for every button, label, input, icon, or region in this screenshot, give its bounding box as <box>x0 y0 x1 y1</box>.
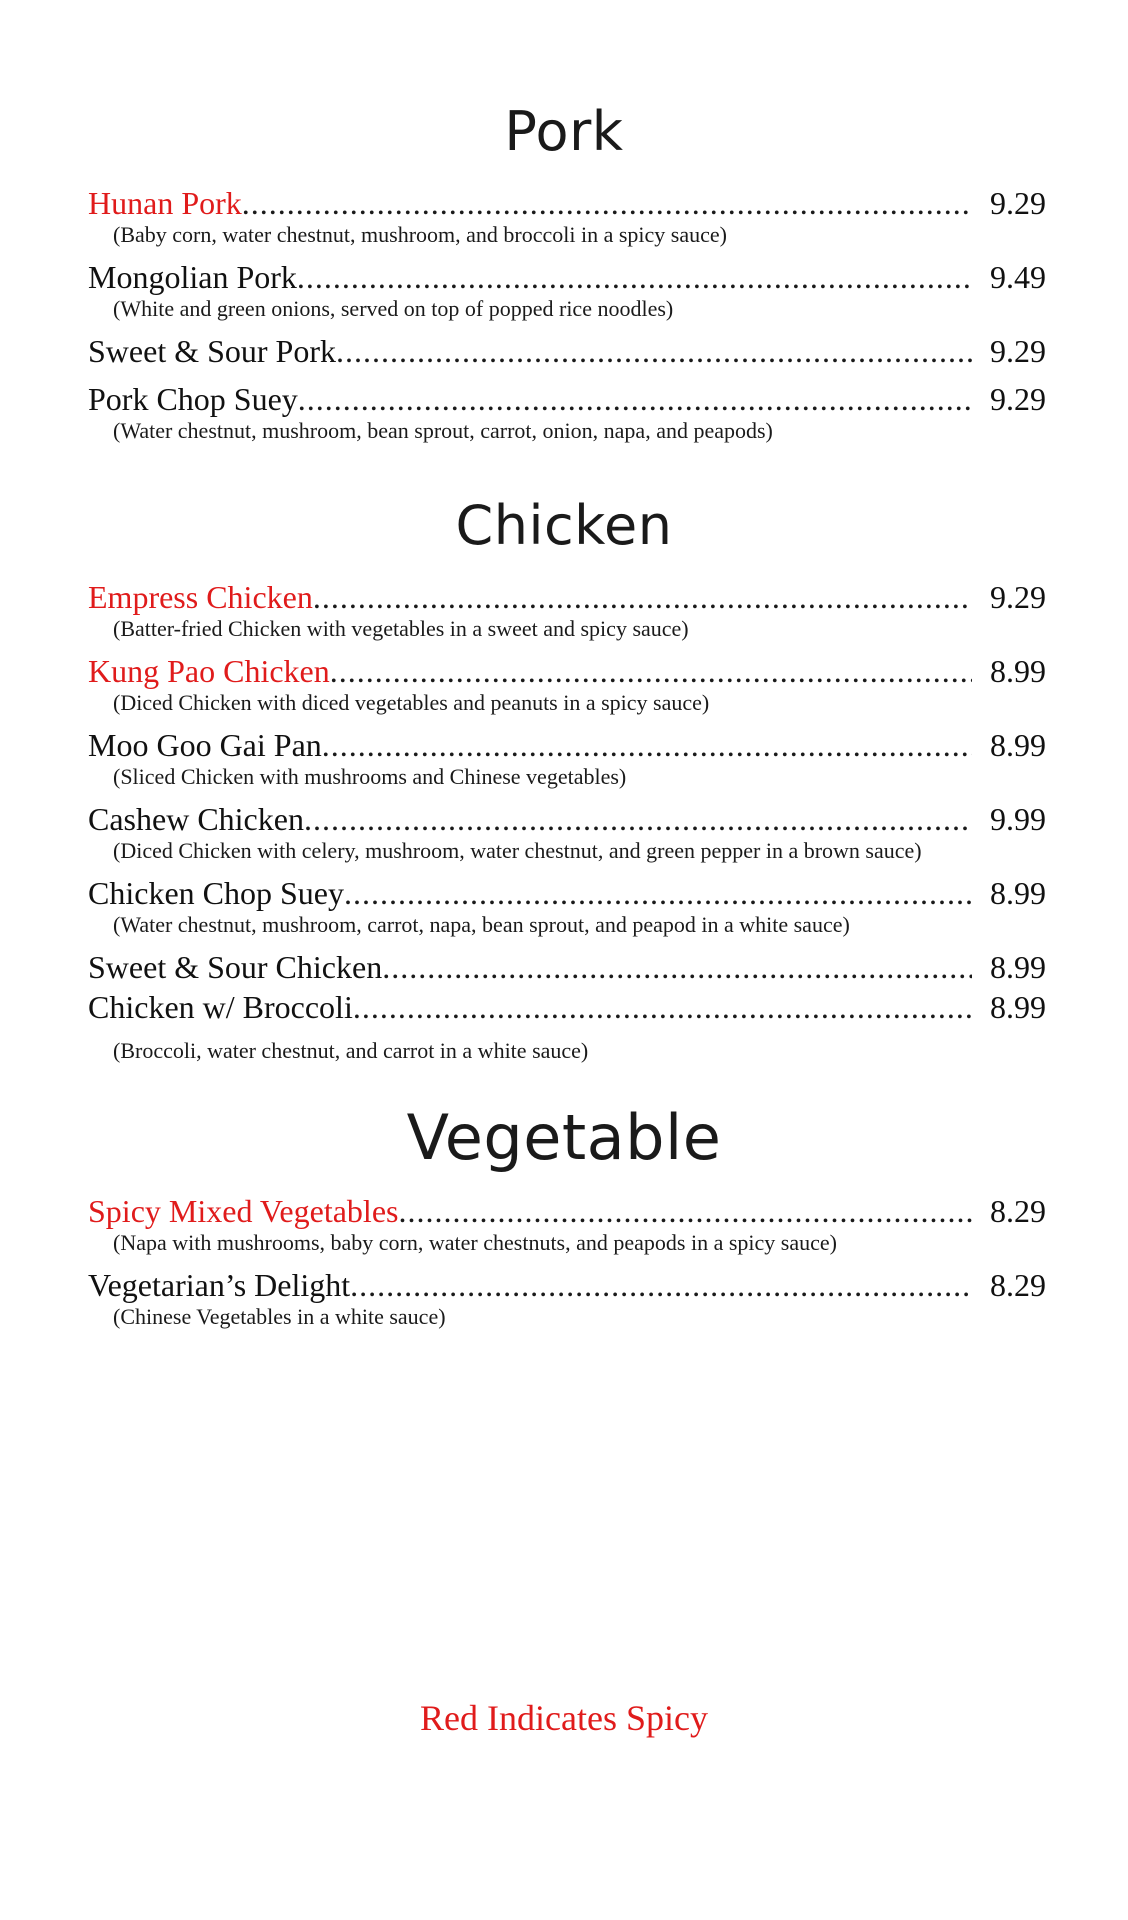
section-chicken <box>0 494 1128 1065</box>
item-description: (Water chestnut, mushroom, carrot, napa, bean sprout, and peapod in a white sauce) <box>113 912 850 937</box>
menu-item <box>0 1267 1128 1331</box>
dot-leader <box>297 259 972 295</box>
item-price: 9.29 <box>990 333 1046 369</box>
dot-leader <box>313 579 972 615</box>
item-name: Spicy Mixed Vegetables <box>88 1193 399 1229</box>
menu-item <box>0 381 1128 445</box>
item-description: (Napa with mushrooms, baby corn, water chestnuts, and peapods in a spicy sauce) <box>113 1230 837 1255</box>
section-title: Pork <box>504 100 624 163</box>
menu-item <box>0 949 1128 985</box>
dot-leader <box>298 381 972 417</box>
item-price: 9.99 <box>990 801 1046 837</box>
item-price: 8.99 <box>990 727 1046 763</box>
menu-item <box>0 185 1128 249</box>
item-price: 8.29 <box>990 1267 1046 1303</box>
item-description: (Water chestnut, mushroom, bean sprout, carrot, onion, napa, and peapods) <box>113 418 773 443</box>
dot-leader <box>304 801 972 837</box>
item-description: (Chinese Vegetables in a white sauce) <box>113 1304 446 1329</box>
item-price: 9.29 <box>990 381 1046 417</box>
item-name: Kung Pao Chicken <box>88 653 330 689</box>
dot-leader <box>353 989 972 1025</box>
item-name: Vegetarian’s Delight <box>88 1267 351 1303</box>
section-pork <box>0 100 1128 445</box>
item-price: 8.99 <box>990 653 1046 689</box>
item-name: Empress Chicken <box>88 579 313 615</box>
menu-item <box>0 333 1128 369</box>
item-description: (Batter-fried Chicken with vegetables in a sweet and spicy sauce) <box>113 616 689 641</box>
item-description: (Sliced Chicken with mushrooms and Chinese vegetables) <box>113 764 627 789</box>
item-price: 9.29 <box>990 185 1046 221</box>
item-name: Moo Goo Gai Pan <box>88 727 322 763</box>
section-title: Chicken <box>455 494 673 557</box>
menu-item <box>0 801 1128 865</box>
menu-item <box>0 259 1128 323</box>
dot-leader <box>336 333 972 369</box>
item-name: Mongolian Pork <box>88 259 297 295</box>
dot-leader <box>330 653 972 689</box>
item-description: (Broccoli, water chestnut, and carrot in a white sauce) <box>113 1038 589 1063</box>
item-price: 8.29 <box>990 1193 1046 1229</box>
item-name: Sweet & Sour Chicken <box>88 949 383 985</box>
item-price: 8.99 <box>990 949 1046 985</box>
menu-item <box>0 727 1128 791</box>
item-description: (White and green onions, served on top of popped rice noodles) <box>113 296 674 321</box>
item-name: Chicken w/ Broccoli <box>88 989 353 1025</box>
item-name: Hunan Pork <box>88 185 242 221</box>
dot-leader <box>398 1193 972 1229</box>
item-name: Pork Chop Suey <box>88 381 298 417</box>
menu-item <box>0 653 1128 717</box>
item-description: (Baby corn, water chestnut, mushroom, and broccoli in a spicy sauce) <box>113 222 727 247</box>
spicy-legend-note: Red Indicates Spicy <box>420 1698 708 1738</box>
dot-leader <box>350 1267 972 1303</box>
section-vegetable <box>0 1101 1128 1331</box>
item-price: 9.49 <box>990 259 1046 295</box>
item-name: Cashew Chicken <box>88 801 304 837</box>
section-title: Vegetable <box>406 1101 722 1174</box>
item-price: 8.99 <box>990 875 1046 911</box>
dot-leader <box>322 727 972 763</box>
dot-leader <box>344 875 972 911</box>
dot-leader <box>242 185 972 221</box>
dot-leader <box>382 949 972 985</box>
item-name: Sweet & Sour Pork <box>88 333 336 369</box>
menu-item <box>0 875 1128 939</box>
item-price: 8.99 <box>990 989 1046 1025</box>
menu-item <box>0 579 1128 643</box>
item-description: (Diced Chicken with celery, mushroom, water chestnut, and green pepper in a brown sauce) <box>113 838 922 863</box>
item-description: (Diced Chicken with diced vegetables and peanuts in a spicy sauce) <box>113 690 710 715</box>
menu-item <box>0 989 1128 1065</box>
item-price: 9.29 <box>990 579 1046 615</box>
menu-item <box>0 1193 1128 1257</box>
item-name: Chicken Chop Suey <box>88 875 344 911</box>
